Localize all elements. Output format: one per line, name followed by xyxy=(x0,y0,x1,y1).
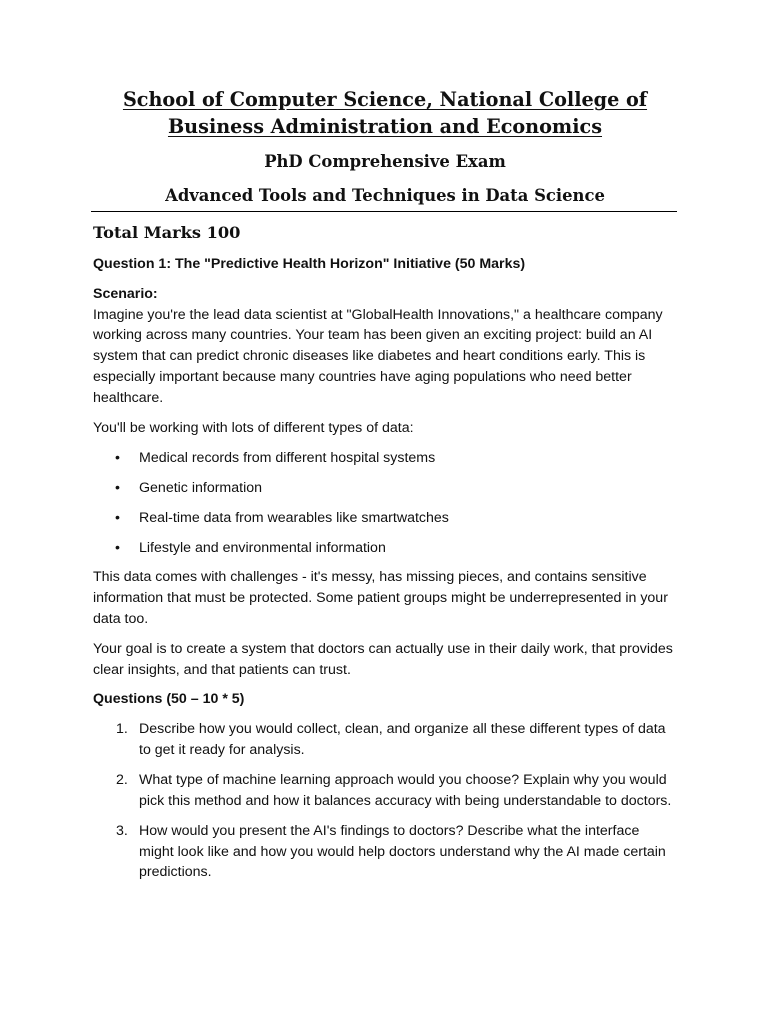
question-number: 2. xyxy=(116,772,128,789)
list-item: • Medical records from different hospital systems xyxy=(93,448,677,469)
question-text: How would you present the AI's findings to doctors? Describe what the interface might look like and how you would help doctors understand why the AI made certain predictions. xyxy=(139,822,666,881)
total-marks: Total Marks 100 xyxy=(93,223,241,242)
exam-title: PhD Comprehensive Exam xyxy=(264,152,506,171)
goal-paragraph: Your goal is to create a system that doctors can actually use in their daily work, that provides clear insights, and that patients can trust. xyxy=(93,640,673,678)
header-divider xyxy=(91,211,677,212)
question-text: Describe how you would collect, clean, and organize all these different types of data to get it ready for analysis. xyxy=(139,721,666,759)
list-item: • Genetic information xyxy=(93,478,677,499)
list-item: • Lifestyle and environmental information xyxy=(93,538,677,559)
question-number: 1. xyxy=(116,721,128,738)
challenges-paragraph: This data comes with challenges - it's messy, has missing pieces, and contains sensitive information that must be protected. Some patient groups might be underrepresented in your data too. xyxy=(93,569,668,627)
institution-title-line2: Business Administration and Economics xyxy=(167,115,603,138)
data-intro: You'll be working with lots of different types of data: xyxy=(93,419,414,436)
institution-title-line1: School of Computer Science, National College of xyxy=(122,88,648,111)
course-title: Advanced Tools and Techniques in Data Science xyxy=(165,186,605,205)
question-number: 3. xyxy=(116,822,128,839)
questions-label: Questions (50 – 10 * 5) xyxy=(93,691,245,708)
exam-document xyxy=(93,86,677,883)
scenario-label: Scenario: xyxy=(93,285,158,302)
question-heading: Question 1: The "Predictive Health Horizon" Initiative (50 Marks) xyxy=(93,256,526,272)
question-item xyxy=(93,770,677,812)
question-item xyxy=(93,719,677,761)
questions-list xyxy=(93,719,677,883)
institution-title xyxy=(93,86,677,140)
question-item xyxy=(93,821,677,883)
question-text: What type of machine learning approach would you choose? Explain why you would pick this method and how it balances accuracy with being understandable to doctors. xyxy=(139,772,672,809)
list-item: • Real-time data from wearables like smartwatches xyxy=(93,508,677,529)
data-types-list xyxy=(93,448,677,559)
scenario-text: Imagine you're the lead data scientist at "GlobalHealth Innovations," a healthcare company working across many countries. Your team has been given an exciting project: build an AI system that can predict chronic diseases like diabetes and heart conditions early. This is especially important because many countries have aging populations who need better healthcare. xyxy=(93,306,663,406)
